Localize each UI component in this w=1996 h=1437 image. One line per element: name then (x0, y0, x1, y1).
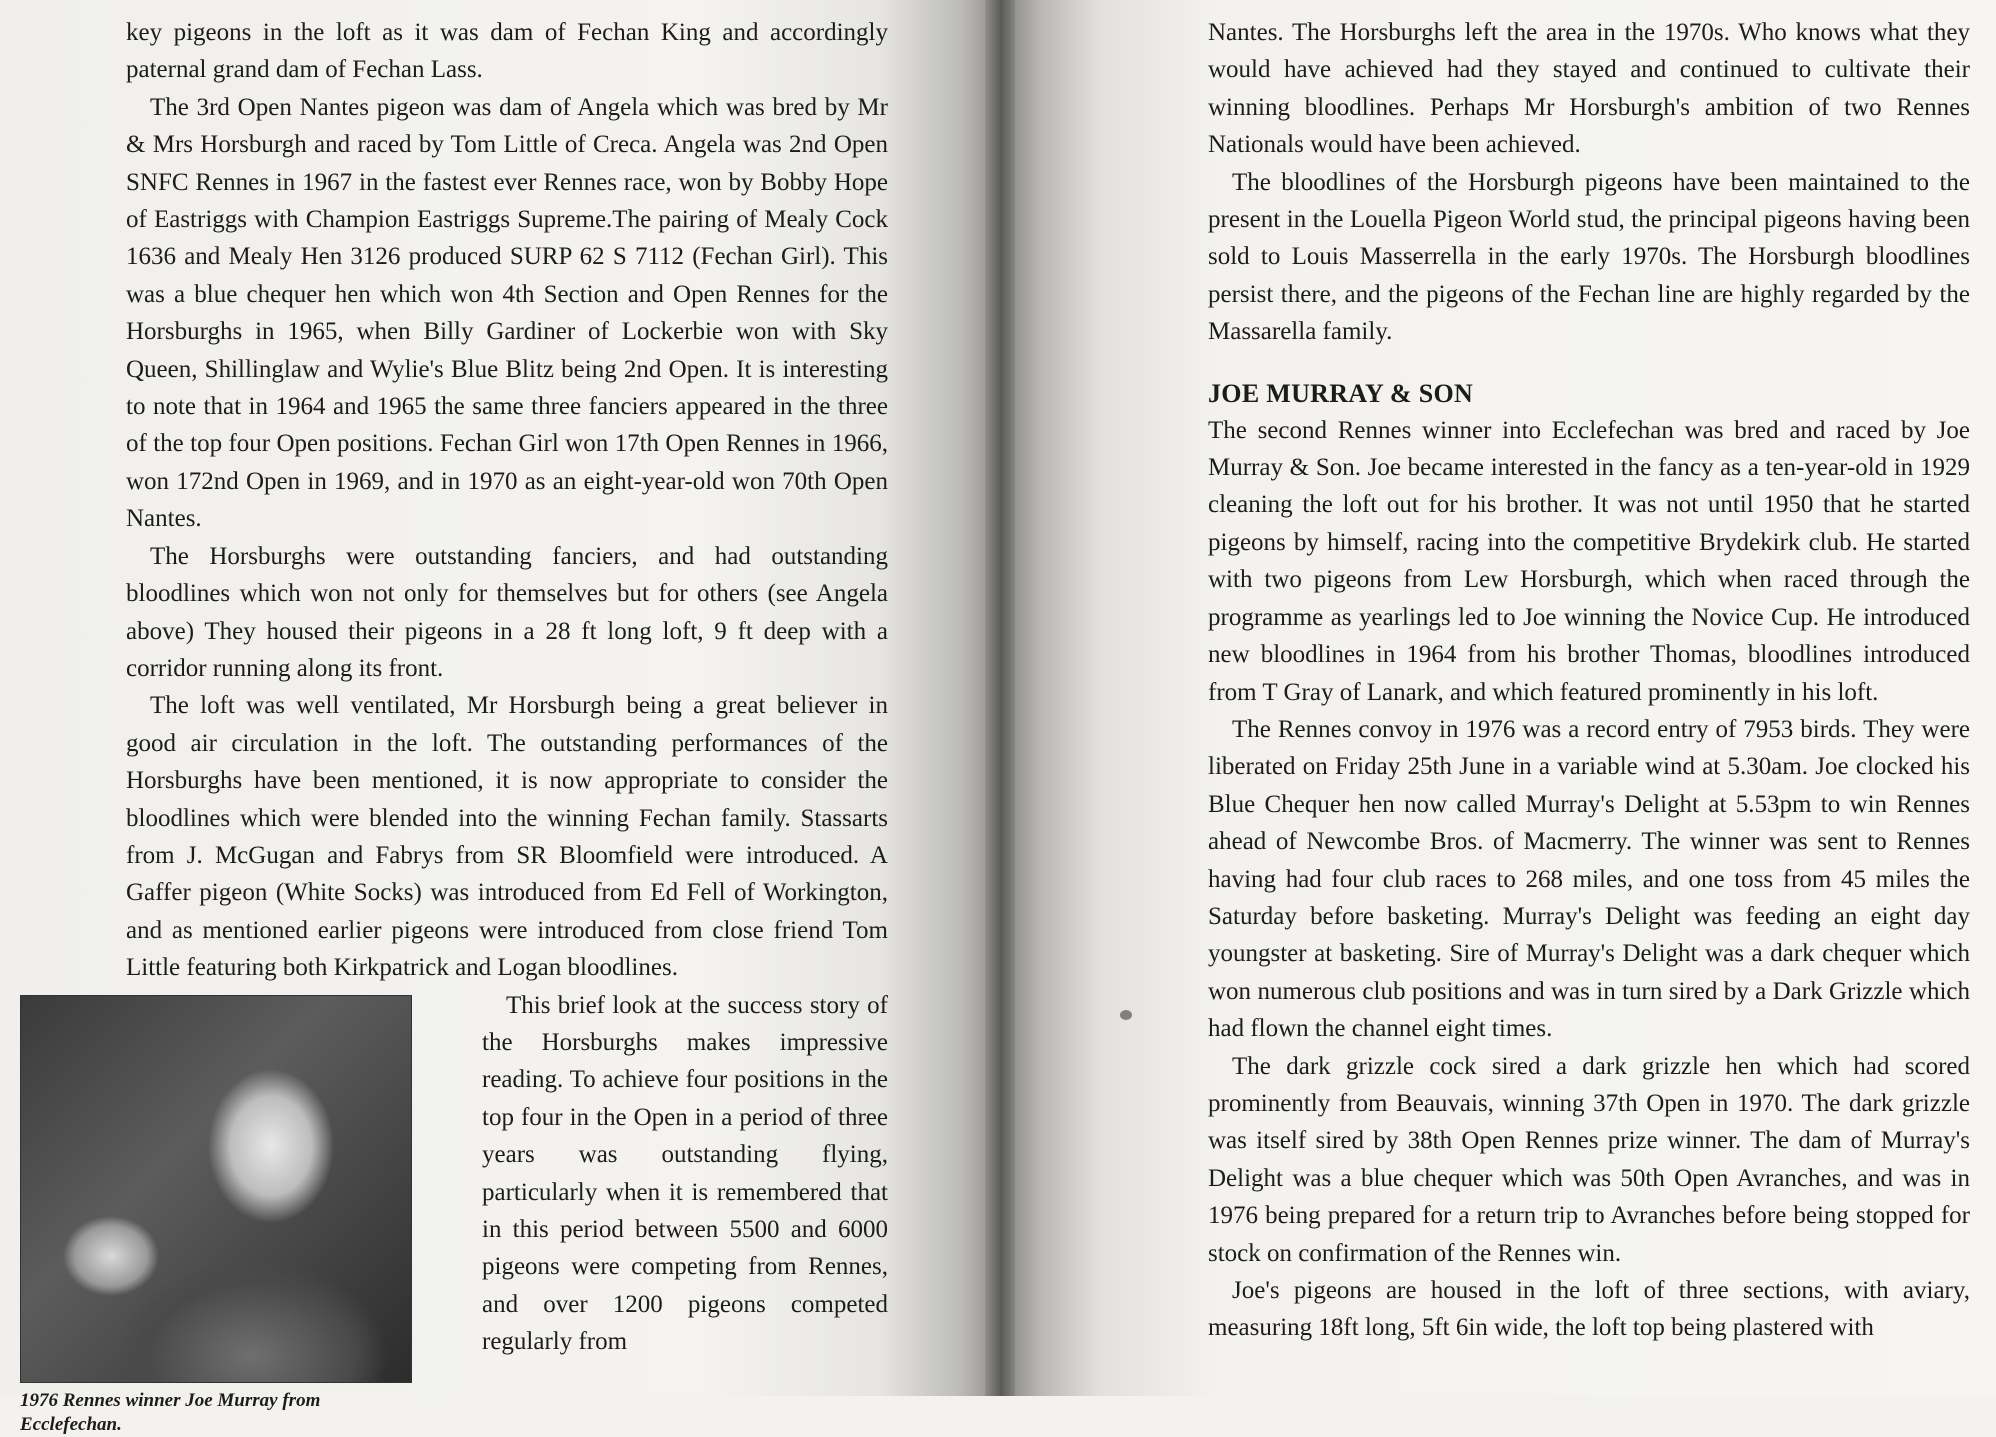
right-paragraph: Joe's pigeons are housed in the loft of three sections, with aviary, measuring 18ft long, 5ft 6in wide, the loft top being plastered with (1208, 1277, 1970, 1342)
left-paragraph: The loft was well ventilated, Mr Horsburgh being a great believer in good air circulation in the loft. The outstanding performances of the Horsburghs have been mentioned, it is now appropriate to consider the bloodlines which were blended into the winning Fechan family. Stassarts from J. McGugan and Fabrys from SR Bloomfield were introduced. A Gaffer pigeon (White Socks) was introduced from Ed Fell of Workington, and as mentioned earlier pigeons were introduced from close friend Tom Little featuring both Kirkpatrick and Logan bloodlines. (126, 692, 888, 982)
photo-figure (20, 995, 460, 1435)
photo-caption: 1976 Rennes winner Joe Murray from Ecclefechan. (20, 1389, 321, 1435)
left-paragraph: This brief look at the success story of the Horsburghs makes impressive reading. To achieve four positions in the top four in the Open in a period of three years was outstanding flying, particularly when it is remembered that in this period between 5500 and 6000 pigeons were competing from Rennes, and over 1200 pigeons competed regularly from (482, 991, 888, 1356)
right-paragraph: Nantes. The Horsburghs left the area in the 1970s. Who knows what they would have achieved had they stayed and continued to cultivate their winning bloodlines. Perhaps Mr Horsburgh's ambition of two Rennes Nationals would have been achieved. (1208, 19, 1970, 159)
section-heading: JOE MURRAY & SON (1208, 378, 1474, 408)
left-paragraph: key pigeons in the loft as it was dam of Fechan King and accordingly paternal grand dam of Fechan Lass. (126, 19, 888, 84)
left-text-column (20, 14, 888, 1435)
right-text-column (1208, 14, 1970, 1347)
right-page (1000, 0, 1996, 1396)
book-spine-shadow (985, 0, 1015, 1396)
right-paragraph: The bloodlines of the Horsburgh pigeons have been maintained to the present in the Louella Pigeon World stud, the principal pigeons having been sold to Louis Masserrella in the early 1970s. The Horsburgh bloodlines persist there, and the pigeons of the Fechan line are highly regarded by the Massarella family. (1208, 168, 1970, 346)
left-paragraph: The 3rd Open Nantes pigeon was dam of Angela which was bred by Mr & Mrs Horsburgh and raced by Tom Little of Creca. Angela was 2nd Open SNFC Rennes in 1967 in the fastest ever Rennes race, won by Bobby Hope of Eastriggs with Champion Eastriggs Supreme.The pairing of Mealy Cock 1636 and Mealy Hen 3126 produced SURP 62 S 7112 (Fechan Girl). This was a blue chequer hen which won 4th Section and Open Rennes for the Horsburghs in 1965, when Billy Gardiner of Lockerbie won with Sky Queen, Shillinglaw and Wylie's Blue Blitz being 2nd Open. It is interesting to note that in 1964 and 1965 the same three fanciers appeared in the three of the top four Open positions. Fechan Girl won 17th Open Rennes in 1966, won 172nd Open in 1969, and in 1970 as an eight-year-old won 70th Open Nantes. (126, 93, 888, 533)
photo-joe-murray (20, 995, 412, 1383)
right-paragraph: The second Rennes winner into Ecclefechan was bred and raced by Joe Murray & Son. Joe became interested in the fancy as a ten-year-old in 1929 cleaning the loft out for his brother. It was not until 1950 that he started pigeons by himself, racing into the competitive Brydekirk club. He started with two pigeons from Lew Horsburgh, which when raced through the programme as yearlings led to Joe winning the Novice Cup. He introduced new bloodlines in 1964 from his brother Thomas, bloodlines introduced from T Gray of Lanark, and which featured prominently in his loft. (1208, 416, 1970, 706)
paper-stain (1120, 1010, 1132, 1020)
right-paragraph: The Rennes convoy in 1976 was a record entry of 7953 birds. They were liberated on Friday 25th June in a variable wind at 5.30am. Joe clocked his Blue Chequer hen now called Murray's Delight at 5.53pm to win Rennes ahead of Newcombe Bros. of Macmerry. The winner was sent to Rennes having had four club races to 268 miles, and one toss from 45 miles the Saturday before basketing. Murray's Delight was feeding an eight day youngster at basketing. Sire of Murray's Delight was a dark chequer which won numerous club positions and was in turn sired by a Dark Grizzle which had flown the channel eight times. (1208, 715, 1970, 1043)
right-paragraph: The dark grizzle cock sired a dark grizzle hen which had scored prominently from Beauvais, winning 37th Open in 1970. The dark grizzle was itself sired by 38th Open Rennes prize winner. The dam of Murray's Delight was a blue chequer which was 50th Open Avranches, and was in 1976 being prepared for a return trip to Avranches before being stopped for stock on confirmation of the Rennes win. (1208, 1052, 1970, 1267)
left-paragraph: The Horsburghs were outstanding fanciers, and had outstanding bloodlines which won not only for themselves but for others (see Angela above) They housed their pigeons in a 28 ft long loft, 9 ft deep with a corridor running along its front. (126, 542, 888, 682)
